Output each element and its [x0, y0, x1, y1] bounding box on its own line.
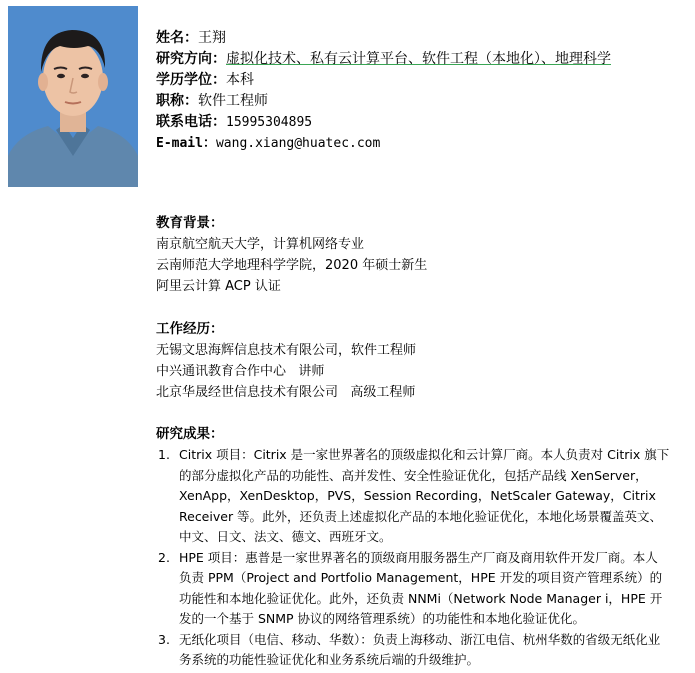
email-row	[156, 133, 676, 154]
email-label: E-mail：	[156, 136, 216, 151]
achievement-text: HPE 项目：惠普是一家世界著名的顶级商用服务器生产厂商及商用软件开发厂商。本人负责 PPM（Project and Portfolio Management，HPE 开发的项目资产管理系统）的功能性和本地化验证优化。此外，还负责 NNMi（Network Node Manager i，HPE 开发的一个基于 SNMP 协议的网络管理系统）的功能性和本地化验证优化。	[179, 549, 663, 626]
name-row	[156, 28, 676, 49]
work-item: 无锡文思海辉信息技术有限公司，软件工程师	[156, 343, 417, 358]
work-item: 北京华晟经世信息技术有限公司 高级工程师	[156, 385, 416, 400]
achievement-item	[156, 548, 670, 630]
achievement-item	[156, 630, 670, 671]
portrait-image	[8, 6, 138, 187]
name-label: 姓名：	[156, 30, 198, 46]
research-direction-label: 研究方向：	[156, 51, 226, 67]
job-title-value: 软件工程师	[198, 93, 268, 109]
research-title: 研究成果：	[156, 426, 224, 442]
phone-label: 联系电话：	[156, 114, 226, 130]
phone-row	[156, 112, 676, 133]
achievement-number: 3.	[158, 631, 170, 647]
work-item: 中兴通讯教育合作中心 讲师	[156, 364, 325, 379]
achievement-number: 1.	[158, 447, 170, 462]
degree-label: 学历学位：	[156, 72, 226, 88]
work-title: 工作经历：	[156, 321, 224, 337]
achievement-text: 无纸化项目（电信、移动、华数）：负责上海移动、浙江电信、杭州华数的省级无纸化业务系统的功能性验证优化和业务系统后端的升级维护。	[179, 631, 661, 667]
education-title: 教育背景：	[156, 215, 224, 231]
research-section	[156, 424, 670, 671]
achievement-list	[156, 445, 670, 671]
degree-row	[156, 70, 676, 91]
education-item: 阿里云计算 ACP 认证	[156, 279, 281, 294]
work-section	[156, 319, 676, 403]
name-value: 王翔	[198, 30, 226, 46]
achievement-number: 2.	[158, 549, 170, 565]
education-section	[156, 213, 676, 297]
achievement-item	[156, 445, 670, 548]
education-item: 云南师范大学地理科学学院，2020 年硕士新生	[156, 258, 428, 273]
research-direction-value: 虚拟化技术、私有云计算平台、软件工程（本地化）、地理科学	[226, 51, 611, 67]
email-value: wang.xiang@huatec.com	[215, 136, 381, 151]
education-item: 南京航空航天大学，计算机网络专业	[156, 237, 365, 252]
research-direction-row	[156, 49, 676, 70]
profile-photo	[8, 6, 138, 187]
achievement-text: Citrix 项目：Citrix 是一家世界著名的顶级虚拟化和云计算厂商。本人负责对 Citrix 旗下的部分虚拟化产品的功能性、高并发性、安全性验证优化，包括产品线 XenServer，XenApp，XenDesktop，PVS，Session Recording，NetScaler Gateway，Citrix Receiver 等。此外，还负责上述虚拟化产品的本地化验证优化，本地化场景覆盖英文、中文、日文、法文、德文、西班牙文。	[179, 447, 670, 544]
phone-value: 15995304895	[226, 115, 313, 130]
profile-info	[156, 28, 676, 154]
degree-value: 本科	[226, 72, 254, 88]
job-title-row	[156, 91, 676, 112]
job-title-label: 职称：	[156, 93, 198, 109]
